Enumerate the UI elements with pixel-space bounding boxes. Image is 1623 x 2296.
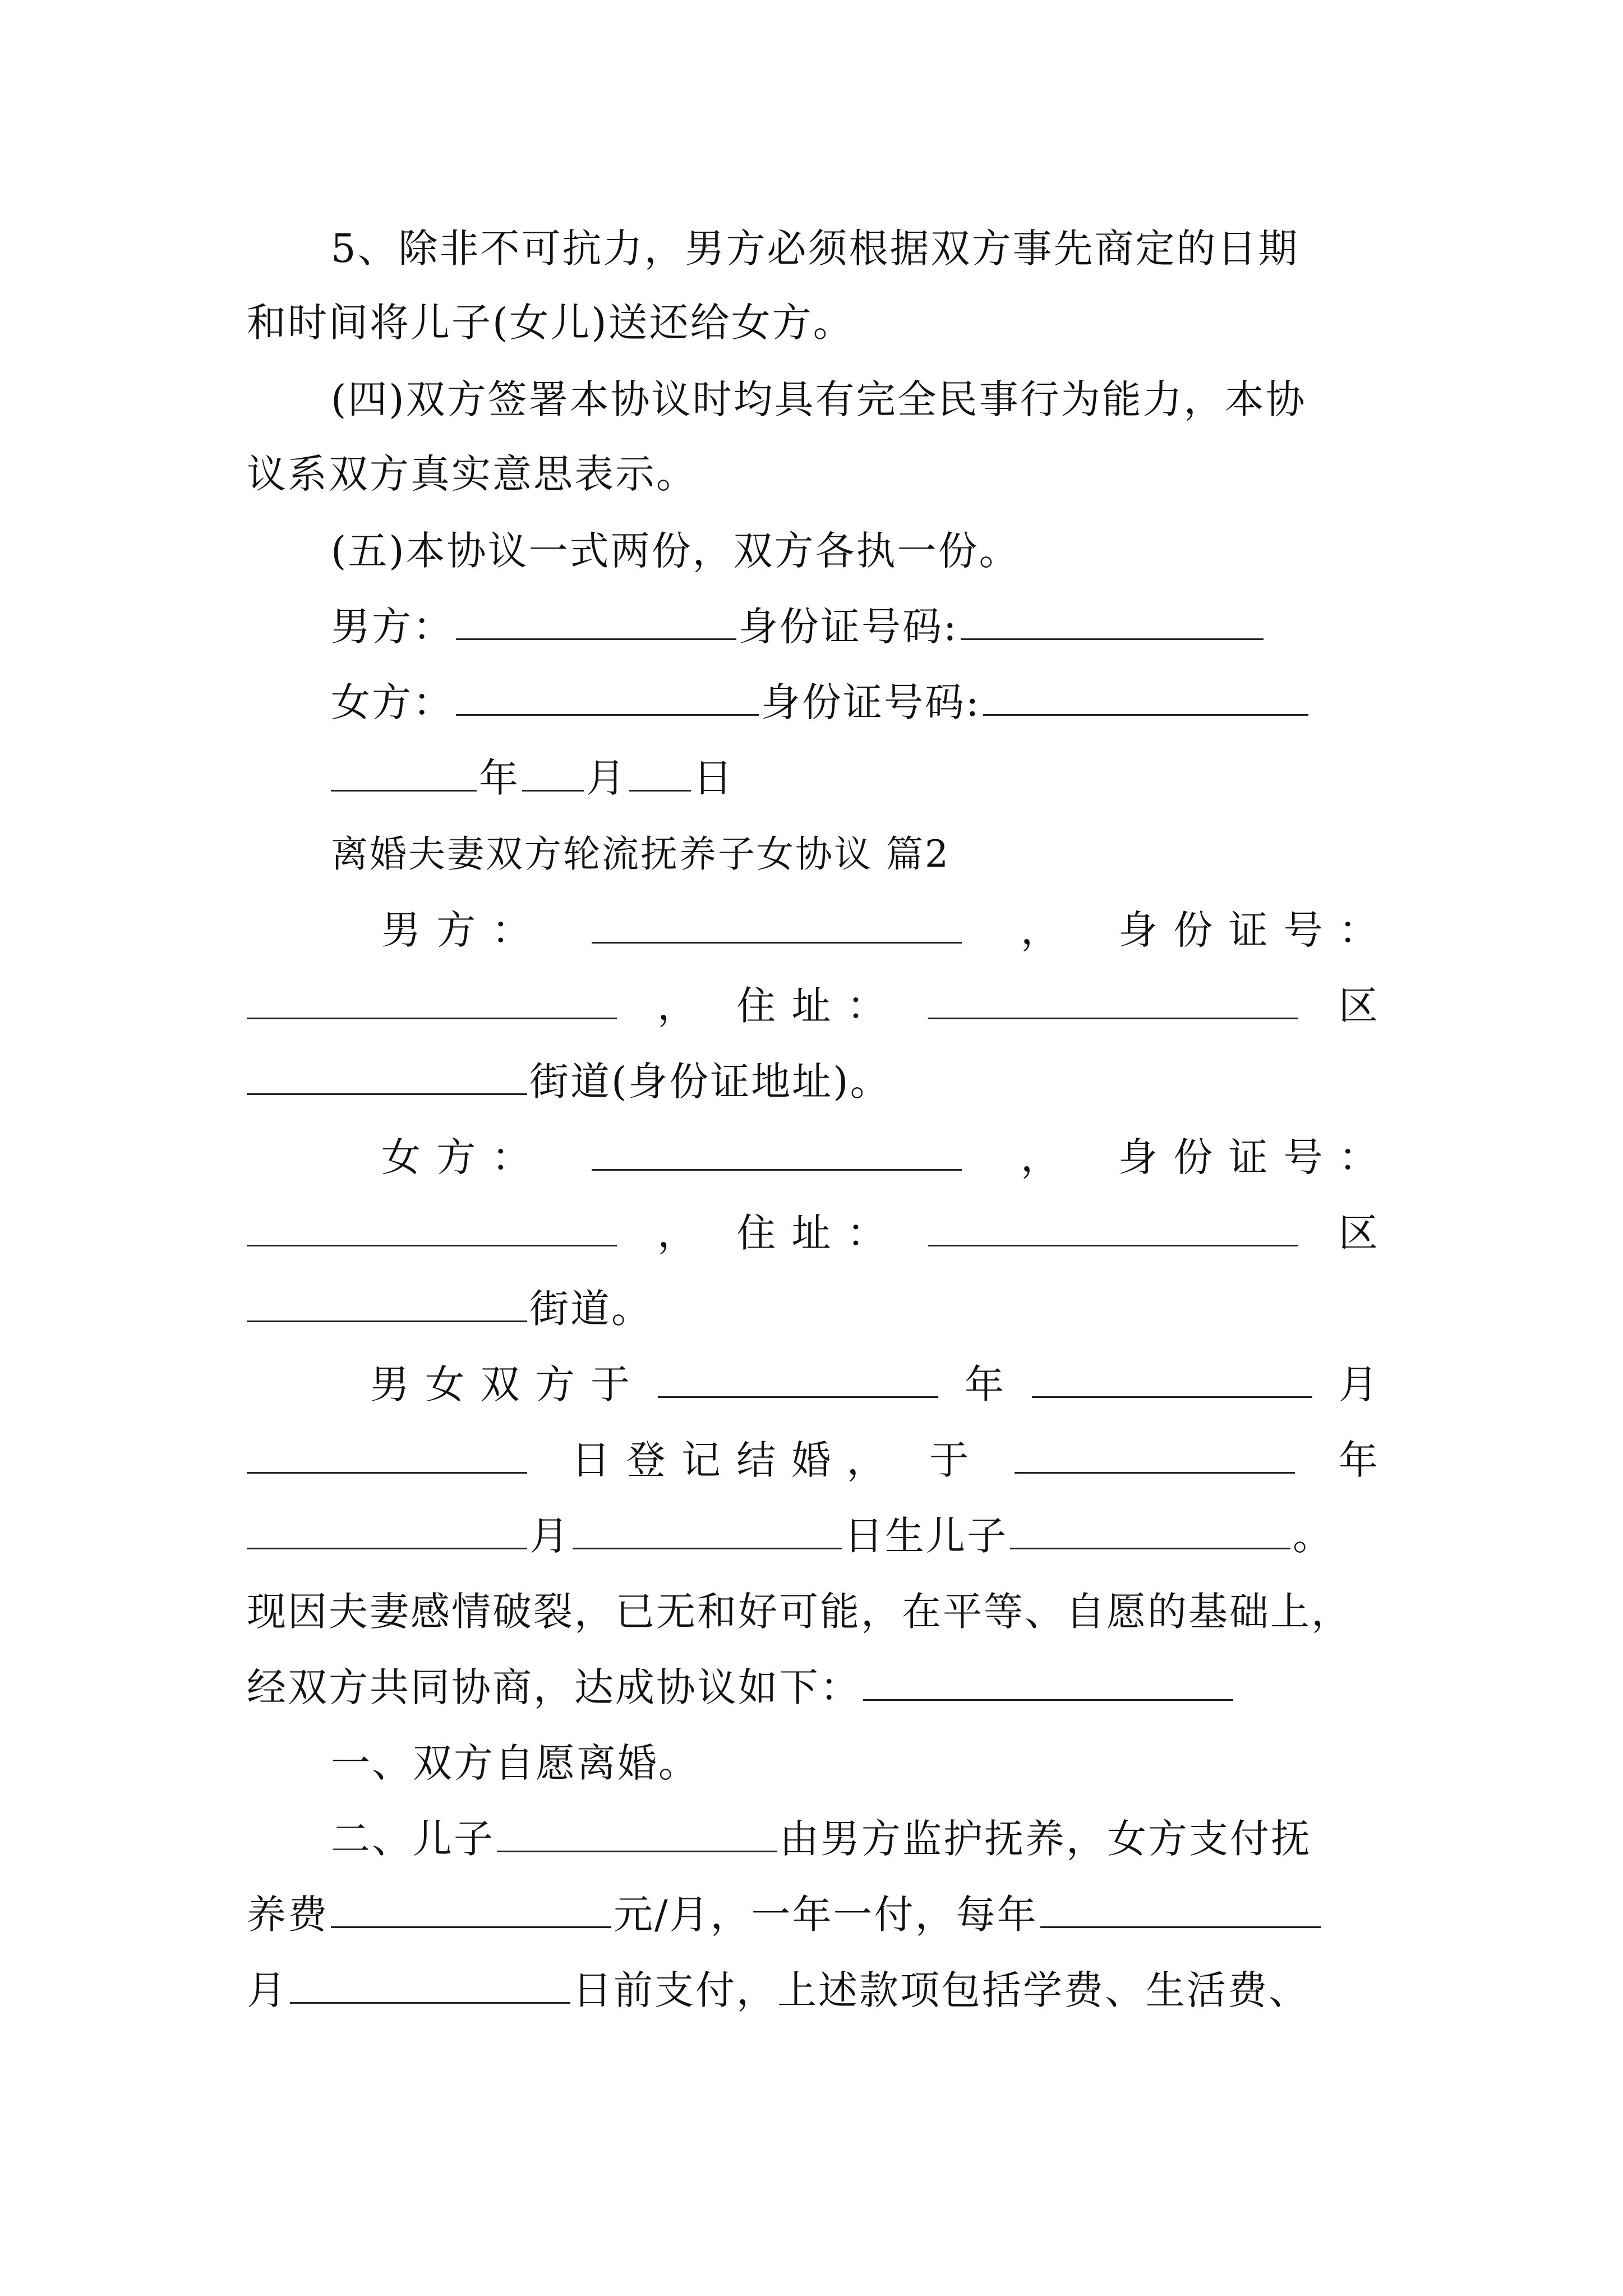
blank-field — [247, 983, 617, 1019]
signature-line-female — [331, 677, 1464, 728]
address-line-male — [247, 981, 1380, 1031]
text: 住 址 ： — [736, 983, 888, 1029]
blank-field — [456, 604, 736, 640]
text: 日 登 记 结 婚 ， — [571, 1437, 888, 1483]
blank-field — [247, 1513, 527, 1549]
paragraph-line — [247, 1965, 1380, 2016]
label-id-number: 身份证号码: — [761, 679, 981, 725]
text: 月 — [529, 1513, 570, 1559]
blank-field — [1015, 1437, 1295, 1474]
text: 身 份 证 号 ： — [1118, 907, 1380, 953]
blank-field — [928, 1210, 1298, 1246]
blank-field — [1032, 1361, 1312, 1398]
text: (五)本协议一式两份，双方各执一份。 — [331, 528, 1020, 574]
blank-field — [247, 1286, 527, 1322]
paragraph-line — [247, 1889, 1380, 1940]
text: 经双方共同协商，达成协议如下： — [247, 1664, 861, 1710]
blank-field — [497, 1816, 777, 1852]
paragraph-line — [247, 1586, 1380, 1637]
signature-line-male — [331, 601, 1464, 652]
paragraph-line — [331, 223, 1464, 274]
paragraph-line — [247, 449, 1380, 499]
text: 。 — [1293, 1513, 1334, 1559]
text: 男 女 双 方 于 — [370, 1361, 632, 1407]
birth-date-line — [247, 1511, 1380, 1561]
text: 离婚夫妻双方轮流抚养子女协议 篇2 — [331, 832, 950, 876]
text: 日前支付，上述款项包括学费、生活费、 — [573, 1967, 1310, 2013]
label-id-number: 身份证号码: — [739, 604, 958, 650]
blank-field — [629, 755, 691, 792]
blank-field — [1040, 1892, 1321, 1928]
blank-field — [928, 983, 1298, 1019]
blank-field — [456, 679, 759, 716]
blank-field — [573, 1513, 842, 1549]
blank-field — [522, 755, 584, 792]
text: 身 份 证 号 ： — [1118, 1134, 1380, 1180]
text: 于 — [929, 1437, 971, 1483]
date-line — [331, 753, 1464, 803]
blank-field — [331, 755, 477, 792]
text: ， — [1020, 907, 1062, 953]
paragraph-line — [331, 1738, 1464, 1788]
text: 女 方 ： — [381, 1134, 533, 1180]
text: 由男方监护抚养，女方支付抚 — [780, 1816, 1312, 1862]
blank-field — [592, 1134, 962, 1171]
text: 和时间将儿子(女儿)送还给女方。 — [247, 300, 854, 346]
text: ， — [1020, 1134, 1062, 1180]
text: 月 — [586, 755, 627, 801]
blank-field — [658, 1361, 938, 1398]
paragraph-line — [247, 297, 1380, 348]
text: 元/月，一年一付，每年 — [614, 1892, 1038, 1938]
text: 区 — [1338, 1210, 1380, 1256]
blank-field — [247, 1059, 527, 1095]
text: 月 — [247, 1967, 288, 2013]
marriage-date-line — [370, 1359, 1380, 1410]
paragraph-line — [331, 526, 1464, 576]
text: 区 — [1338, 983, 1380, 1029]
text: 男 方 ： — [381, 907, 533, 953]
marriage-date-line — [247, 1435, 1380, 1485]
text: 二、儿子 — [331, 1816, 495, 1862]
section-title — [331, 829, 1464, 880]
party-line-male — [381, 905, 1380, 955]
blank-field — [331, 1892, 611, 1928]
blank-field — [961, 604, 1264, 640]
blank-field — [863, 1664, 1233, 1701]
text: 现因夫妻感情破裂，已无和好可能，在平等、自愿的基础上， — [247, 1589, 1352, 1635]
blank-field — [247, 1437, 527, 1474]
label-male: 男方： — [331, 604, 454, 650]
text: 街道(身份证地址)。 — [529, 1059, 891, 1105]
label-female: 女方： — [331, 679, 454, 725]
text: 年 — [1338, 1437, 1380, 1483]
text: 日 — [693, 755, 734, 801]
blank-field — [290, 1967, 570, 2004]
text: 月 — [1338, 1361, 1380, 1407]
text: 5、除非不可抗力，男方必须根据双方事先商定的日期 — [331, 226, 1299, 272]
text: 住 址 ： — [736, 1210, 888, 1256]
paragraph-line — [331, 374, 1464, 425]
address-line-female — [247, 1208, 1380, 1258]
text: 养费 — [247, 1892, 329, 1938]
text: 一、双方自愿离婚。 — [331, 1740, 699, 1786]
text: ， — [657, 983, 699, 1029]
blank-field — [247, 1210, 617, 1246]
text: 年 — [964, 1361, 1006, 1407]
paragraph-line — [247, 1662, 1380, 1713]
paragraph-line — [331, 1814, 1464, 1864]
paragraph-line — [247, 1283, 1380, 1334]
blank-field — [1010, 1513, 1290, 1549]
blank-field — [592, 907, 962, 944]
text: 街道。 — [529, 1286, 652, 1332]
party-line-female — [381, 1132, 1380, 1182]
text: 年 — [479, 755, 520, 801]
text: ， — [657, 1210, 699, 1256]
text: 议系双方真实意思表示。 — [247, 451, 697, 497]
text: (四)双方签署本协议时均具有完全民事行为能力，本协 — [331, 376, 1307, 422]
paragraph-line — [247, 1056, 1380, 1107]
blank-field — [983, 679, 1308, 716]
text: 日生儿子 — [844, 1513, 1008, 1559]
